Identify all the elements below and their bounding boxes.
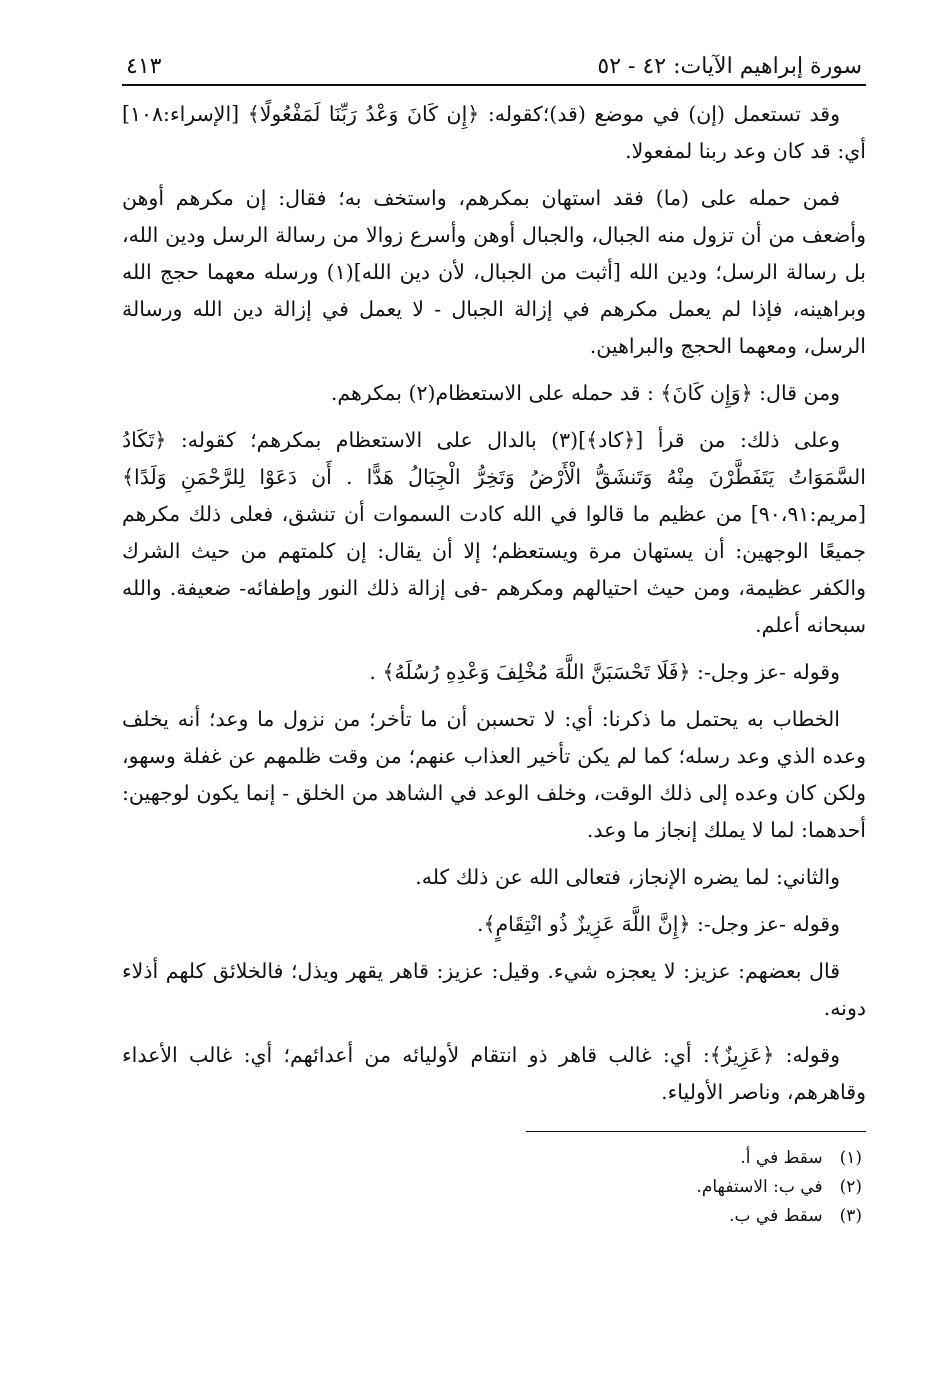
footnotes <box>122 1144 866 1231</box>
footnote-text: في ب: الاستفهام. <box>696 1177 823 1197</box>
paragraph: وقد تستعمل (إن) في موضع (قد)؛كقوله: ﴿إِن كَانَ وَعْدُ رَبِّنَا لَمَفْعُولًا﴾ [الإسراء:١٠٨] أي: قد كان وعد ربنا لمفعولا. <box>122 102 866 163</box>
paragraph: وقوله: ﴿عَزِيزٌ﴾: أي: غالب قاهر ذو انتقام لأوليائه من أعدائهم؛ أي: غالب الأعداء وقاهرهم، وناصر الأولياء. <box>122 1043 866 1104</box>
book-page <box>122 38 866 1231</box>
running-title: سورة إبراهيم الآيات: ٤٢ - ٥٢ <box>597 54 862 79</box>
main-text <box>122 96 866 1111</box>
paragraph: والثاني: لما يضره الإنجاز، فتعالى الله عن ذلك كله. <box>415 865 840 889</box>
footnote-number: (١) <box>839 1148 862 1168</box>
page-header <box>122 38 866 86</box>
paragraph: قال بعضهم: عزيز: لا يعجزه شيء. وقيل: عزيز: قاهر يقهر ويذل؛ فالخلائق كلهم أذلاء دونه. <box>122 959 866 1020</box>
footnote-number: (٢) <box>839 1177 862 1197</box>
footnote <box>122 1144 862 1173</box>
paragraph: وعلى ذلك: من قرأ [﴿كاد﴾](٣) بالدال على الاستعظام بمكرهم؛ كقوله: ﴿تَكَادُ السَّمَوَاتُ يَتَفَطَّرْنَ مِنْهُ وَتَنشَقُّ الْأَرْضُ وَتَخِرُّ الْجِبَالُ هَدًّا . أَن دَعَوْا لِلرَّحْمَنِ وَلَدًا﴾ [مريم:٩٠،٩١] من عظيم ما قالوا في الله كادت السموات أن تنشق، فعلى ذلك مكرهم جميعًا الوجهين: أن يستهان مرة ويستعظم؛ إلا أن يقال: إن كلمتهم من حيث الشرك والكفر عظيمة، ومن حيث احتيالهم ومكرهم -فى إزالة ذلك النور وإطفائه- ضعيفة. والله سبحانه أعلم. <box>122 428 866 637</box>
paragraph: ومن قال: ﴿وَإِن كَانَ﴾ : قد حمله على الاستعظام(٢) بمكرهم. <box>330 381 840 405</box>
footnote-text: سقط في أ. <box>740 1148 823 1168</box>
paragraph: الخطاب به يحتمل ما ذكرنا: أي: لا تحسبن أن ما تأخر؛ من نزول ما وعد؛ أنه يخلف وعده الذي وعد رسله؛ كما لم يكن تأخير العذاب عنهم؛ من وقت ظلمهم عن غفلة وسهو، ولكن كان وعده إلى ذلك الوقت، وخلف الوعد في الشاهد من الخلق - إنما يكون لوجهين: أحدهما: لما لا يملك إنجاز ما وعد. <box>122 707 866 842</box>
footnote-number: (٣) <box>839 1206 862 1226</box>
footnote <box>122 1173 862 1202</box>
footnote <box>122 1202 862 1231</box>
paragraph: وقوله -عز وجل-: ﴿إِنَّ اللَّهَ عَزِيزٌ ذُو انْتِقَامٍ﴾. <box>476 912 840 936</box>
footnote-text: سقط في ب. <box>729 1206 823 1226</box>
paragraph: فمن حمله على (ما) فقد استهان بمكرهم، واستخف به؛ فقال: إن مكرهم أوهن وأضعف من أن تزول منه الجبال، والجبال أوهن وأسرع زوالا من رسالة الرسل ودين الله، بل رسالة الرسل؛ ودين الله [أثبت من الجبال، لأن دين الله](١) ورسله معهما حجج الله وبراهينه، فإذا لم يعمل مكرهم في إزالة الجبال - لا يعمل في إزالة دين الله ورسالة الرسل، ومعهما الحجج والبراهين. <box>122 186 866 358</box>
page-number: ٤١٣ <box>126 54 162 79</box>
footnote-divider <box>526 1131 866 1132</box>
paragraph: وقوله -عز وجل-: ﴿فَلَا تَحْسَبَنَّ اللَّهَ مُخْلِفَ وَعْدِهِ رُسُلَهُ﴾ . <box>369 660 840 684</box>
